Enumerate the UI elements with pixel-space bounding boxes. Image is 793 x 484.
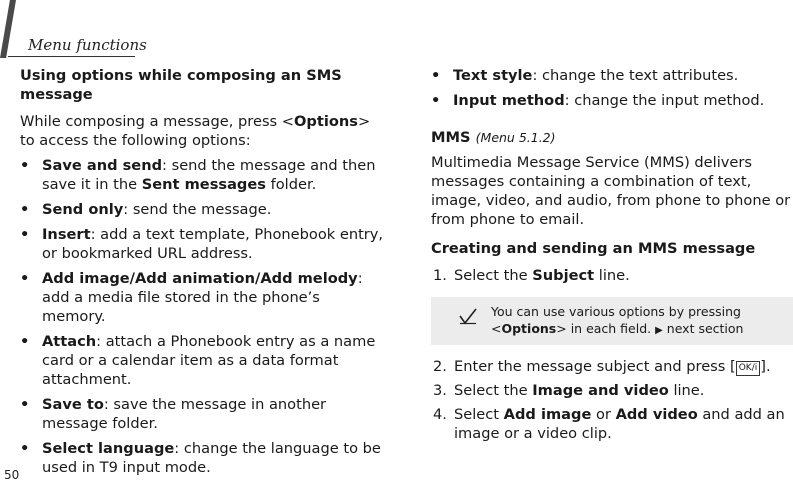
step-text: Select the [454, 382, 533, 399]
option-desc: : change the language to be used in T9 input mode. [42, 440, 381, 476]
page-number: 50 [4, 468, 20, 482]
option-desc-tail: folder. [265, 176, 317, 193]
option-desc: : send the message. [123, 201, 272, 218]
step-bold: Add image [503, 406, 592, 423]
option-desc: : attach a Phonebook entry as a name card or a calendar item as a data format attachment. [42, 333, 376, 388]
bullet-icon: • [431, 67, 441, 84]
option-desc: : change the input method. [564, 92, 765, 109]
step-number: 4. [433, 406, 447, 423]
step-bold: Subject [532, 267, 595, 284]
steps-list-continued [431, 357, 793, 443]
section-heading-sms-options: Using options while composing an SMS message [20, 67, 342, 103]
option-name: Attach [42, 333, 97, 350]
next-arrow-icon: ▶ [655, 325, 663, 336]
bullet-icon: • [20, 440, 30, 457]
mms-description: Multimedia Message Service (MMS) delivers messages containing a combination of text, image, video, and audio, from phone to phone or from phone to email. [431, 154, 791, 228]
step-number: 3. [433, 382, 447, 399]
menu-reference: (Menu 5.1.2) [475, 130, 556, 145]
step-bold: Add video [615, 406, 698, 423]
separator: / [129, 270, 136, 287]
option-name: Text style [453, 67, 533, 84]
option-name: Insert [42, 226, 91, 243]
intro-text-pre: While composing a message, press < [20, 113, 295, 130]
checkmark-note-icon [459, 307, 477, 325]
option-name: Select language [42, 440, 175, 457]
mms-title: MMS [431, 129, 471, 146]
bullet-icon: • [20, 226, 30, 243]
step-text-tail: line. [668, 382, 705, 399]
step-item [431, 266, 793, 285]
note-next-section: next section [662, 321, 744, 336]
list-item [20, 200, 388, 219]
options-list [20, 156, 388, 477]
header-rule [8, 56, 135, 57]
option-desc: : change the text attributes. [532, 67, 739, 84]
step-number: 2. [433, 358, 447, 375]
list-item [20, 395, 388, 433]
bullet-icon: • [20, 157, 30, 174]
step-text: Enter the message subject and press [ [454, 358, 736, 375]
create-mms-heading: Creating and sending an MMS message [431, 240, 756, 257]
option-desc: : add a media file stored in the phone’s memory. [42, 270, 363, 325]
step-text: Select the [454, 267, 533, 284]
note-text-post: > in each field. [556, 321, 656, 336]
list-item [20, 269, 388, 326]
step-text-tail: and add an image or a video clip. [454, 406, 785, 442]
option-desc: : add a text template, Phonebook entry, or bookmarked URL address. [42, 226, 384, 262]
right-column [431, 66, 793, 448]
page-header-title: Menu functions [28, 36, 147, 54]
options-list-continued [431, 66, 793, 110]
option-name: Save and send [42, 157, 163, 174]
ok-key-icon: OK/i [736, 361, 761, 376]
step-text-mid: or [591, 406, 616, 423]
list-item [20, 332, 388, 389]
step-item [431, 357, 793, 376]
step-item [431, 405, 793, 443]
option-name: Save to [42, 396, 104, 413]
list-item [431, 66, 793, 85]
options-key-label: Options [501, 321, 557, 336]
bullet-icon: • [20, 201, 30, 218]
bullet-icon: • [20, 270, 30, 287]
step-number: 1. [433, 267, 447, 284]
step-text: Select [454, 406, 504, 423]
option-name: Add image [42, 270, 130, 287]
options-key-label: Options [294, 113, 358, 130]
folder-name: Sent messages [141, 176, 266, 193]
intro-text-post: > to access the following options: [20, 113, 371, 149]
separator: / [254, 270, 261, 287]
list-item [20, 225, 388, 263]
option-name: Add animation [135, 270, 255, 287]
note-text: You can use various options by pressing < [491, 304, 741, 336]
bullet-icon: • [431, 92, 441, 109]
list-item [20, 439, 388, 477]
option-desc: : save the message in another message folder. [42, 396, 327, 432]
steps-list [431, 266, 793, 285]
list-item [431, 91, 793, 110]
mms-section-heading [431, 128, 793, 147]
option-name: Add melody [260, 270, 358, 287]
bullet-icon: • [20, 396, 30, 413]
left-column [20, 66, 388, 483]
option-desc: : send the message and then save it in the [42, 157, 376, 193]
step-item [431, 381, 793, 400]
step-text-tail: ]. [760, 358, 771, 375]
header-decoration [0, 0, 16, 58]
step-bold: Image and video [532, 382, 669, 399]
option-name: Send only [42, 201, 124, 218]
list-item [20, 156, 388, 194]
intro-paragraph [20, 112, 388, 150]
option-name: Input method [453, 92, 565, 109]
step-text-tail: line. [594, 267, 630, 284]
note-box [431, 297, 793, 345]
bullet-icon: • [20, 333, 30, 350]
